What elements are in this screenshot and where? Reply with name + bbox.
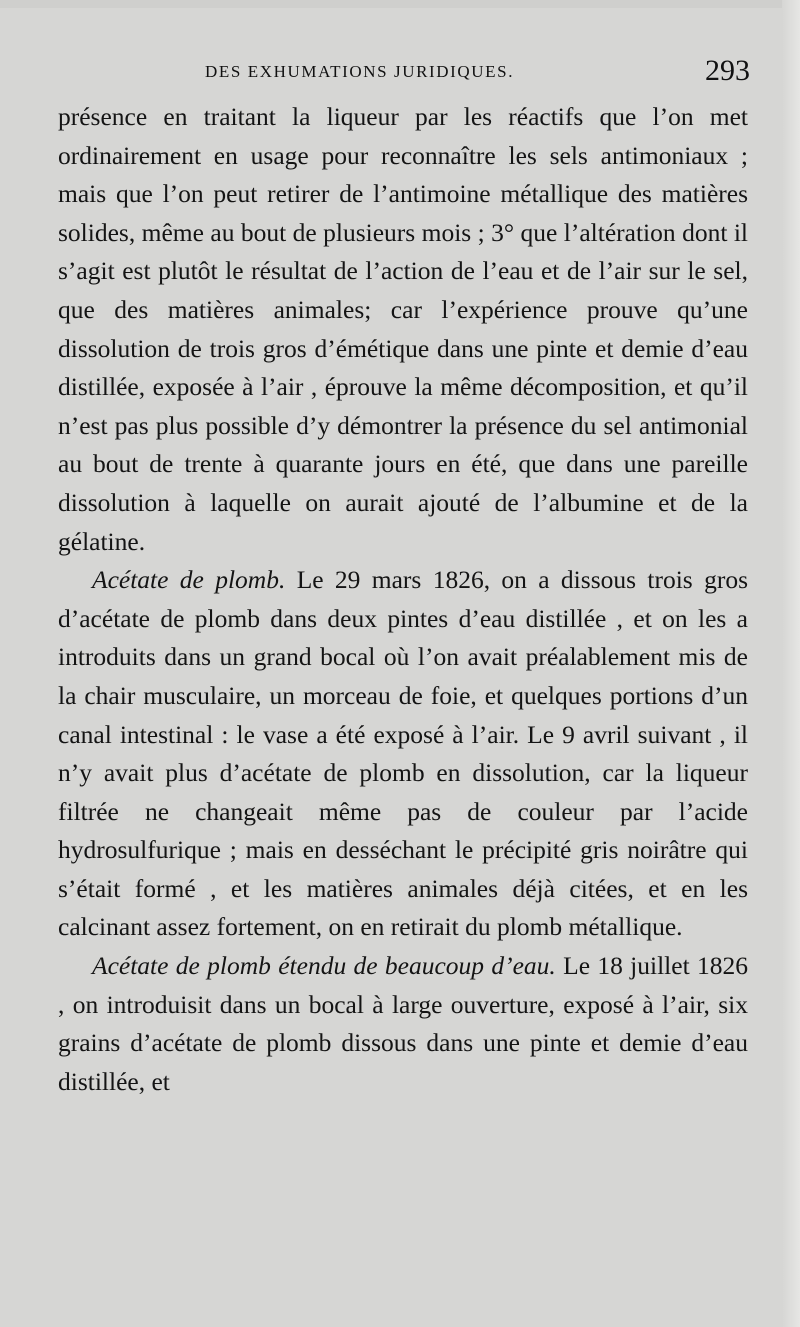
paragraph-1-text: présence en traitant la liqueur par les réactifs que l’on met ordinairement en usage pour reconnaître les sels antimoniaux ; mais que l’on peut retirer de l’antimoine métallique des matières solides, même au bout de plusieurs mois ; 3° que l’altération dont il s’agit est plutôt le résultat de l’action de l’eau et de l’air sur le sel, que des matières animales; car l’expérience prouve qu’une dissolution de trois gros d’émétique dans une pinte et demie d’eau distillée, exposée à l’air , éprouve la même décomposition, et qu’il n’est pas plus possible d’y démontrer la présence du sel antimonial au bout de trente à quarante jours en été, que dans une pareille dissolution à laquelle on aurait ajouté de l’albumine et de la gélatine. (58, 102, 748, 556)
paragraph-3-heading: Acétate de plomb étendu de beaucoup d’eau. (92, 951, 556, 981)
paragraph-2-text: Le 29 mars 1826, on a dissous trois gros d’acétate de plomb dans deux pintes d’eau distillée , et on les a introduits dans un grand bocal où l’on avait préalablement mis de la chair musculaire, un morceau de foie, et quelques portions d’un canal intestinal : le vase a été exposé à l’air. Le 9 avril suivant , il n’y avait plus d’acétate de plomb en dissolution, car la liqueur filtrée ne changeait même pas de couleur par l’acide hydrosulfurique ; mais en desséchant le précipité gris noirâtre qui s’était formé , et les matières animales déjà citées, et en les calcinant assez fortement, on en retirait du plomb métallique. (58, 565, 748, 942)
body-text (58, 98, 748, 1101)
paragraph-3 (58, 947, 748, 1101)
paragraph-2-heading: Acétate de plomb. (92, 565, 286, 595)
paragraph-1 (58, 98, 748, 561)
page-number: 293 (705, 54, 750, 87)
page-top-edge (0, 0, 800, 8)
running-head (60, 54, 750, 90)
running-title: DES EXHUMATIONS JURIDIQUES. (205, 62, 515, 81)
page-right-edge (782, 0, 800, 1327)
paragraph-3-text: Le 18 juillet 1826 , on introduisit dans un bocal à large ouverture, exposé à l’air, six grains d’acétate de plomb dissous dans une pinte et demie d’eau distillée, et (58, 951, 748, 1096)
paragraph-2 (58, 561, 748, 947)
